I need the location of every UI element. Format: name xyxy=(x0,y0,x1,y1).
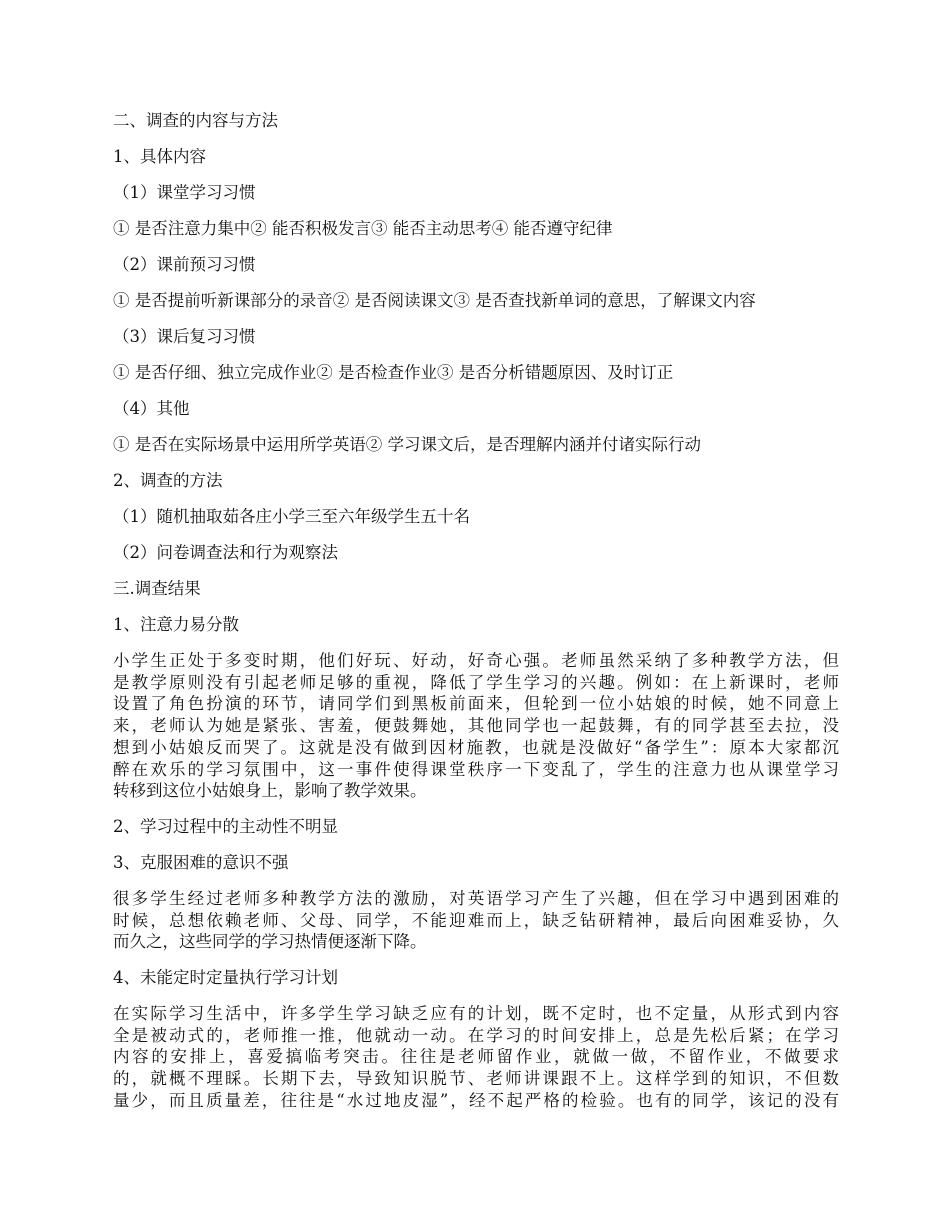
item-text: ① 是否注意力集中② 能否积极发言③ 能否主动思考④ 能否遵守纪律 xyxy=(113,219,613,238)
paragraph-line: 在实际学习生活中，许多学生学习缺乏应有的计划，既不定时，也不定量，从形式到内容 xyxy=(113,1004,839,1024)
body-paragraph xyxy=(113,1003,839,1112)
item-heading: （2）课前预习习惯 xyxy=(113,255,256,274)
paragraph-line: 醉在欢乐的学习氛围中，这一事件使得课堂秩序一下变乱了，学生的注意力也从课堂学习 xyxy=(113,759,839,779)
item-text: （2）问卷调查法和行为观察法 xyxy=(113,543,338,562)
body-paragraph xyxy=(113,650,839,802)
item-heading: （4）其他 xyxy=(113,399,190,418)
paragraph-line: 设置了角色扮演的环节，请同学们到黑板前面来，但轮到一位小姑娘的时候，她不同意上 xyxy=(113,694,839,714)
subsection-heading: 3、克服困难的意识不强 xyxy=(113,852,289,872)
paragraph-line: 的，就概不理睬。长期下去，导致知识脱节、老师讲课跟不上。这样学到的知识，不但数 xyxy=(113,1069,839,1089)
item-text: （1）随机抽取茹各庄小学三至六年级学生五十名 xyxy=(113,507,470,526)
subsection-heading: 1、具体内容 xyxy=(113,147,206,166)
item-heading: （3）课后复习习惯 xyxy=(113,327,256,346)
subsection-heading: 1、注意力易分散 xyxy=(113,615,239,634)
paragraph-line: 是教学原则没有引起老师足够的重视，降低了学生学习的兴趣。例如：在上新课时，老师 xyxy=(113,672,839,692)
paragraph-line: 全是被动式的，老师推一推，他就动一动。在学习的时间安排上，总是先松后紧；在学习 xyxy=(113,1025,839,1045)
paragraph-line: 时候，总想依赖老师、父母、同学，不能迎难而上，缺乏钻研精神，最后向困难妥协，久 xyxy=(113,910,839,930)
document-page xyxy=(113,110,839,1126)
section-heading: 二、调查的内容与方法 xyxy=(113,111,278,130)
paragraph-line: 而久之，这些同学的学习热情便逐渐下降。 xyxy=(113,932,427,952)
subsection-heading: 4、未能定时定量执行学习计划 xyxy=(113,968,338,988)
section-heading: 三.调查结果 xyxy=(113,579,201,598)
item-text: ① 是否仔细、独立完成作业② 是否检查作业③ 是否分析错题原因、及时订正 xyxy=(113,363,674,382)
paragraph-line: 想到小姑娘反而哭了。这就是没有做到因材施教，也就是没做好“备学生”：原本大家都沉 xyxy=(113,737,839,757)
body-paragraph xyxy=(113,888,839,953)
paragraph-line: 小学生正处于多变时期，他们好玩、好动，好奇心强。老师虽然采纳了多种教学方法，但 xyxy=(113,651,839,670)
subsection-heading: 2、调查的方法 xyxy=(113,471,223,490)
item-heading: （1）课堂学习习惯 xyxy=(113,183,256,202)
item-text: ① 是否在实际场景中运用所学英语② 学习课文后，是否理解内涵并付诸实际行动 xyxy=(113,435,701,454)
paragraph-line: 很多学生经过老师多种教学方法的激励，对英语学习产生了兴趣，但在学习中遇到困难的 xyxy=(113,888,839,908)
paragraph-line: 转移到这位小姑娘身上，影响了教学效果。 xyxy=(113,781,427,801)
paragraph-line: 内容的安排上，喜爱搞临考突击。往往是老师留作业，就做一做，不留作业，不做要求 xyxy=(113,1047,839,1067)
paragraph-line: 来，老师认为她是紧张、害羞，便鼓舞她，其他同学也一起鼓舞，有的同学甚至去拉，没 xyxy=(113,716,839,736)
paragraph-line: 量少，而且质量差，往往是“水过地皮湿”，经不起严格的检验。也有的同学，该记的没有 xyxy=(113,1090,839,1110)
subsection-heading: 2、学习过程中的主动性不明显 xyxy=(113,816,338,836)
item-text: ① 是否提前听新课部分的录音② 是否阅读课文③ 是否查找新单词的意思，了解课文内容 xyxy=(113,291,756,310)
